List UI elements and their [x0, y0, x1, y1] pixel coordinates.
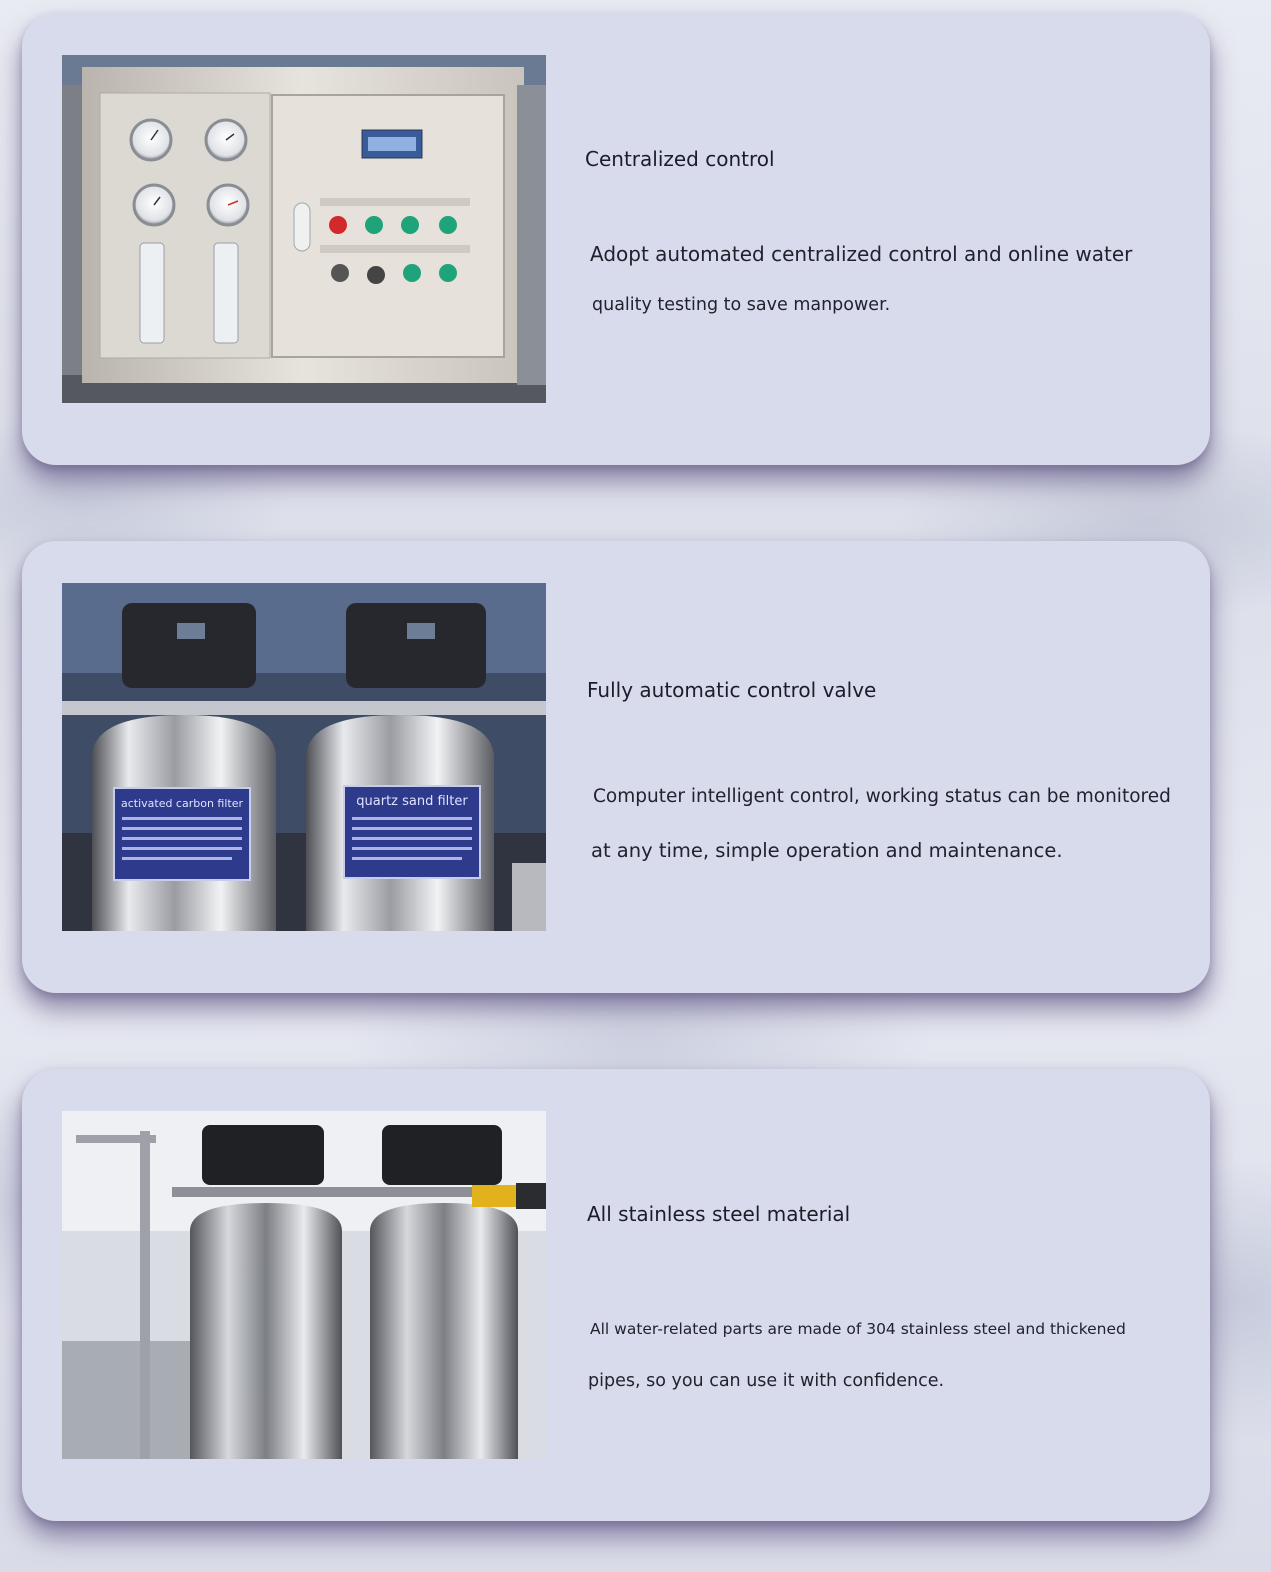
feature-title: All stainless steel material [587, 1202, 851, 1226]
feature-description-line2: pipes, so you can use it with confidence. [588, 1371, 945, 1391]
tank-label-sand: quartz sand filter [356, 794, 468, 809]
stainless-tanks-photo [62, 1111, 546, 1459]
feature-description-line1: Adopt automated centralized control and online water [590, 242, 1133, 266]
feature-description-line1: All water-related parts are made of 304 stainless steel and thickened [590, 1320, 1126, 1338]
feature-description-line1: Computer intelligent control, working status can be monitored [593, 786, 1171, 807]
control-cabinet-photo [62, 55, 546, 403]
feature-card-stainless-steel [22, 1069, 1210, 1521]
feature-description-line2: quality testing to save manpower. [592, 295, 891, 315]
filter-tanks-photo [62, 583, 546, 931]
feature-card-centralized-control [22, 13, 1210, 465]
feature-card-control-valve [22, 541, 1210, 993]
feature-title: Centralized control [585, 147, 775, 171]
feature-title: Fully automatic control valve [587, 678, 877, 702]
tank-label-carbon: activated carbon filter [120, 797, 244, 810]
feature-description-line2: at any time, simple operation and maintenance. [591, 839, 1063, 862]
